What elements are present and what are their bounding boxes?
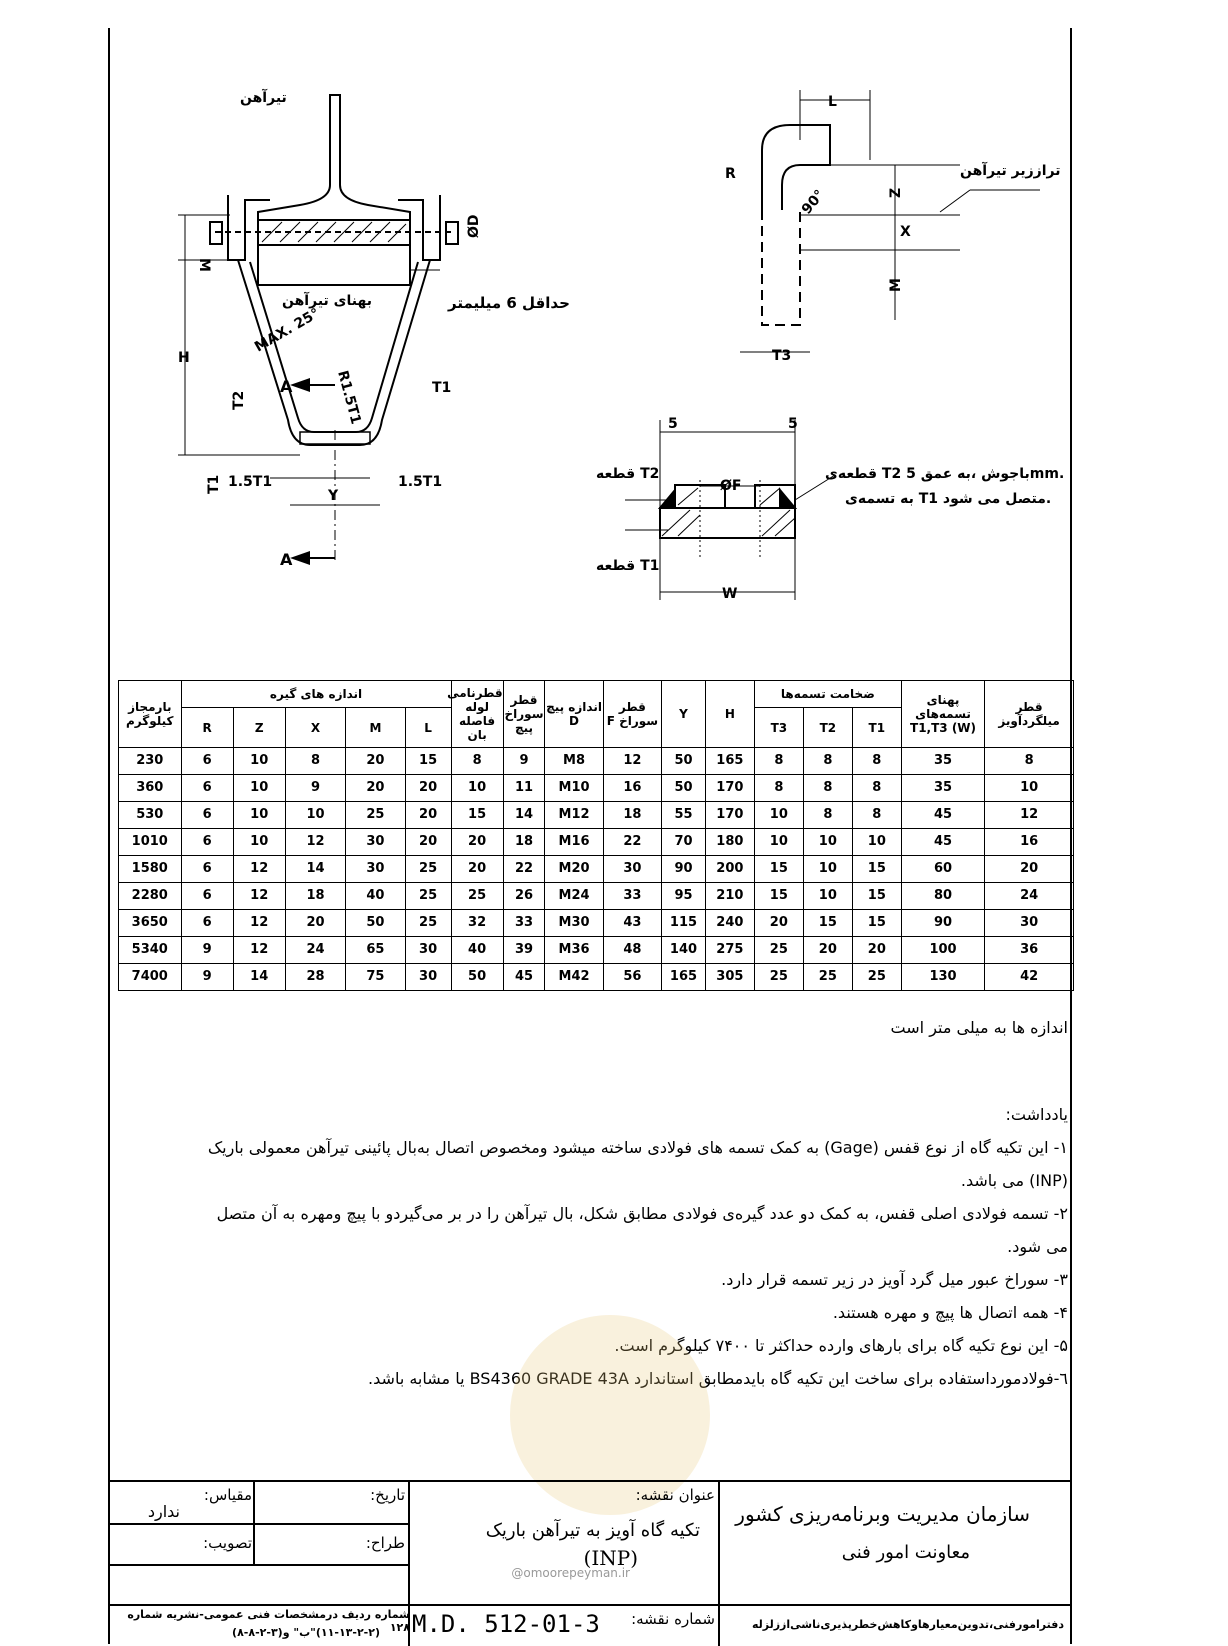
table-cell: 20	[346, 748, 405, 775]
table-cell: 50	[662, 748, 706, 775]
table-row	[119, 856, 1074, 883]
table-cell: 50	[662, 775, 706, 802]
technical-drawing	[0, 0, 1228, 660]
th-bolt-hole: قطر سوراخ پیچ	[503, 681, 545, 748]
note-item: ٢- تسمه فولادی اصلی قفس، به کمک دو عدد گیره‌ی فولادی مطابق شکل، بال تیرآهن را در بر می‌گیردو با پیچ ومهره به آن متصل می شود.	[216, 1204, 1068, 1256]
table-cell: 240	[705, 910, 754, 937]
table-cell: 80	[901, 883, 984, 910]
table-cell: 30	[405, 937, 451, 964]
label-beam-width: بهنای تیرآهن	[282, 293, 372, 309]
note-item: ۴- همه اتصال ها پیچ و مهره هستند.	[832, 1303, 1068, 1322]
spec-ref-1: شماره ردیف درمشخصات فنی عمومی-نشریه شماره ١٢٨	[127, 1608, 410, 1634]
label-m-right: M	[888, 278, 904, 292]
table-cell: 9	[503, 748, 545, 775]
table-cell: 230	[119, 748, 182, 775]
table-cell: 15	[754, 883, 803, 910]
th-r: R	[181, 708, 233, 748]
table-cell: 10	[451, 775, 503, 802]
table-cell: 20	[405, 775, 451, 802]
table-cell: 20	[852, 937, 901, 964]
table-cell: 39	[503, 937, 545, 964]
label-piece-t1: قطعه T1	[596, 558, 660, 574]
table-cell: 9	[181, 964, 233, 991]
table-cell: 10	[803, 829, 852, 856]
table-cell: M36	[545, 937, 603, 964]
drawing-no: M.D. 512-01-3	[412, 1610, 600, 1638]
table-cell: 90	[662, 856, 706, 883]
table-cell: 3650	[119, 910, 182, 937]
label-max25: MAX. 25°	[252, 305, 323, 356]
table-cell: M10	[545, 775, 603, 802]
label-f: ØF	[720, 478, 742, 494]
label-x: X	[900, 224, 911, 240]
th-m: M	[346, 708, 405, 748]
table-cell: 22	[603, 829, 661, 856]
table-cell: 20	[754, 910, 803, 937]
table-cell: 50	[451, 964, 503, 991]
drawing-title-sub: (INP)	[583, 1546, 638, 1570]
label-l: L	[828, 94, 837, 110]
table-cell: 12	[985, 802, 1074, 829]
table-cell: 25	[405, 910, 451, 937]
table-cell: 24	[285, 937, 345, 964]
label-beam: تیرآهن	[240, 90, 287, 106]
table-cell: 50	[346, 910, 405, 937]
table-cell: 20	[405, 802, 451, 829]
label-t1: T1	[432, 380, 452, 396]
table-cell: 170	[705, 802, 754, 829]
table-cell: 165	[705, 748, 754, 775]
table-cell: 26	[503, 883, 545, 910]
title-block	[108, 1480, 1070, 1646]
designer-label: طراح:	[365, 1534, 405, 1552]
label-90deg: 90°	[798, 186, 829, 218]
scale-label: مقیاس:	[203, 1486, 252, 1504]
note-item: ١- این تکیه گاه از نوع قفس (Gage) به کمک تسمه های فولادی ساخته میشود ومخصوص اتصال به‌بال پائینی تیرآهن معمولی باریک (INP) می باشد.	[207, 1138, 1068, 1190]
table-cell: 14	[503, 802, 545, 829]
label-t1-bottom: T1	[206, 474, 222, 494]
drawing-title: تکیه گاه آویز به تیرآهن باریک	[485, 1520, 700, 1541]
table-cell: 55	[662, 802, 706, 829]
table-cell: 20	[451, 856, 503, 883]
table-cell: 65	[346, 937, 405, 964]
th-hole-dia: قطر سوراخ F	[603, 681, 661, 748]
table-cell: M8	[545, 748, 603, 775]
table-cell: 22	[503, 856, 545, 883]
table-cell: 9	[285, 775, 345, 802]
table-cell: 45	[901, 802, 984, 829]
table-cell: 32	[451, 910, 503, 937]
th-z: Z	[233, 708, 285, 748]
label-t2: T2	[231, 390, 247, 410]
label-y: Y	[328, 488, 339, 504]
th-bolt-size: اندازه پیچ D	[545, 681, 603, 748]
table-cell: M24	[545, 883, 603, 910]
table-cell: 10	[754, 802, 803, 829]
table-cell: 10	[233, 775, 285, 802]
table-cell: M42	[545, 964, 603, 991]
label-1-5t1-left: 1.5T1	[228, 474, 273, 490]
table-cell: 6	[181, 748, 233, 775]
table-cell: 15	[754, 856, 803, 883]
table-cell: M20	[545, 856, 603, 883]
spec-ref-2: (٢-٢-١٣-١١)"ب" و(٣-٢-٨-٨)	[232, 1626, 380, 1639]
table-cell: 45	[901, 829, 984, 856]
table-cell: 25	[405, 856, 451, 883]
org-name: سازمان مدیریت وبرنامه‌ریزی کشور	[735, 1502, 1030, 1526]
th-clamp-dims: اندازه های گیره	[181, 681, 451, 708]
table-cell: 75	[346, 964, 405, 991]
table-cell: 15	[852, 883, 901, 910]
label-t3: T3	[772, 348, 792, 364]
th-t1: T1	[852, 708, 901, 748]
table-cell: 24	[985, 883, 1074, 910]
table-cell: 15	[852, 910, 901, 937]
table-cell: 56	[603, 964, 661, 991]
table-cell: 12	[603, 748, 661, 775]
table-cell: 10	[985, 775, 1074, 802]
scale-value: ندارد	[147, 1502, 180, 1521]
table-cell: 18	[603, 802, 661, 829]
table-cell: 33	[603, 883, 661, 910]
label-section-a-bottom: A	[280, 550, 293, 569]
table-cell: 10	[233, 802, 285, 829]
table-cell: 12	[233, 856, 285, 883]
table-cell: 10	[803, 883, 852, 910]
table-cell: 15	[405, 748, 451, 775]
org-sub: معاونت امور فنی	[841, 1542, 970, 1563]
label-5-right: 5	[788, 416, 798, 432]
spec-table-body	[119, 748, 1074, 991]
table-cell: 180	[705, 829, 754, 856]
table-cell: 12	[233, 910, 285, 937]
table-cell: 12	[233, 883, 285, 910]
table-cell: 25	[754, 937, 803, 964]
table-cell: 36	[985, 937, 1074, 964]
table-cell: 360	[119, 775, 182, 802]
note-item: ٦-فولادمورداستفاده برای ساخت این تکیه گاه بایدمطابق استاندارد BS4360 GRADE 43A یا مشابه باشد.	[368, 1369, 1068, 1388]
table-cell: 10	[852, 829, 901, 856]
table-cell: 35	[901, 775, 984, 802]
note-item: ۵- این نوع تکیه گاه برای بارهای وارده حداکثر تا ٧۴٠٠ کیلوگرم است.	[614, 1336, 1068, 1355]
table-cell: 70	[662, 829, 706, 856]
label-section-a-top: A	[280, 377, 293, 396]
table-cell: 30	[346, 829, 405, 856]
table-cell: 305	[705, 964, 754, 991]
table-cell: 275	[705, 937, 754, 964]
table-cell: 11	[503, 775, 545, 802]
table-cell: 6	[181, 883, 233, 910]
drawing-title-label: عنوان نقشه:	[635, 1486, 715, 1504]
table-cell: 25	[754, 964, 803, 991]
table-row	[119, 964, 1074, 991]
th-strip-width: پهنای تسمه‌های T1,T3 (W)	[901, 681, 984, 748]
table-cell: 5340	[119, 937, 182, 964]
table-row	[119, 829, 1074, 856]
table-cell: 15	[803, 910, 852, 937]
table-cell: 8	[852, 802, 901, 829]
table-cell: 25	[346, 802, 405, 829]
table-cell: 8	[754, 775, 803, 802]
th-strip-thk: ضخامت تسمه‌ها	[754, 681, 901, 708]
table-cell: 16	[985, 829, 1074, 856]
spec-table	[118, 680, 1074, 991]
label-weld-note-1: قطعه‌ی T2 باجوش ،به عمق 5mm.	[825, 466, 1065, 482]
table-row	[119, 910, 1074, 937]
table-cell: 30	[405, 964, 451, 991]
table-cell: 14	[285, 856, 345, 883]
th-rod-dia: قطر میلگردآویز	[985, 681, 1074, 748]
table-cell: 8	[754, 748, 803, 775]
table-cell: 8	[852, 748, 901, 775]
th-y: Y	[662, 681, 706, 748]
approval-label: تصویب:	[203, 1534, 252, 1552]
table-row	[119, 748, 1074, 775]
units-note: اندازه ها به میلی متر است	[890, 1018, 1068, 1037]
table-cell: 9	[181, 937, 233, 964]
date-label: تاریخ:	[370, 1486, 405, 1504]
table-cell: 12	[285, 829, 345, 856]
table-cell: 45	[503, 964, 545, 991]
table-cell: 25	[451, 883, 503, 910]
th-t3: T3	[754, 708, 803, 748]
table-cell: 6	[181, 802, 233, 829]
label-m: M	[196, 258, 212, 272]
table-cell: 530	[119, 802, 182, 829]
watermark-text: @omoorepeyman.ir	[511, 1566, 630, 1580]
th-spacer-dia: قطرنامی لوله فاصله بان	[451, 681, 503, 748]
table-cell: 43	[603, 910, 661, 937]
table-cell: 25	[803, 964, 852, 991]
table-cell: 8	[852, 775, 901, 802]
table-cell: 30	[603, 856, 661, 883]
table-cell: 10	[754, 829, 803, 856]
table-cell: 12	[233, 937, 285, 964]
label-weld-note-2: به تسمه‌ی T1 متصل می شود.	[845, 491, 1052, 507]
table-row	[119, 775, 1074, 802]
table-cell: 20	[985, 856, 1074, 883]
table-cell: 165	[662, 964, 706, 991]
table-cell: 40	[451, 937, 503, 964]
table-cell: 2280	[119, 883, 182, 910]
th-t2: T2	[803, 708, 852, 748]
table-cell: 30	[985, 910, 1074, 937]
table-cell: 33	[503, 910, 545, 937]
label-beam-level: تراززیر تیرآهن	[960, 163, 1061, 179]
table-cell: 20	[285, 910, 345, 937]
label-5-left: 5	[668, 416, 678, 432]
table-cell: 115	[662, 910, 706, 937]
table-cell: 130	[901, 964, 984, 991]
table-cell: 210	[705, 883, 754, 910]
table-row	[119, 937, 1074, 964]
table-cell: 60	[901, 856, 984, 883]
note-item: ٣- سوراخ عبور میل گرد آویز در زیر تسمه قرار دارد.	[721, 1270, 1068, 1289]
th-max-load: بارمجاز کیلوگرم	[119, 681, 182, 748]
table-cell: 16	[603, 775, 661, 802]
table-cell: 8	[451, 748, 503, 775]
label-d: ØD	[466, 214, 482, 238]
table-cell: 20	[346, 775, 405, 802]
table-cell: 28	[285, 964, 345, 991]
table-cell: 95	[662, 883, 706, 910]
table-cell: 18	[285, 883, 345, 910]
table-cell: 25	[405, 883, 451, 910]
table-cell: 10	[233, 829, 285, 856]
table-cell: 42	[985, 964, 1074, 991]
table-cell: 1010	[119, 829, 182, 856]
table-cell: 7400	[119, 964, 182, 991]
table-cell: 35	[901, 748, 984, 775]
table-cell: M30	[545, 910, 603, 937]
table-cell: 10	[233, 748, 285, 775]
table-cell: 20	[405, 829, 451, 856]
table-cell: 25	[852, 964, 901, 991]
table-cell: 15	[852, 856, 901, 883]
label-piece-t2: قطعه T2	[596, 466, 660, 482]
label-r15t1: R1.5T1	[334, 368, 364, 427]
table-cell: 8	[803, 775, 852, 802]
table-cell: 140	[662, 937, 706, 964]
label-h: H	[178, 350, 190, 366]
label-w: W	[722, 586, 738, 602]
table-row	[119, 802, 1074, 829]
table-cell: 90	[901, 910, 984, 937]
table-row	[119, 883, 1074, 910]
table-cell: 18	[503, 829, 545, 856]
table-cell: 8	[803, 802, 852, 829]
table-cell: 6	[181, 829, 233, 856]
table-cell: 100	[901, 937, 984, 964]
table-cell: 14	[233, 964, 285, 991]
table-cell: 6	[181, 856, 233, 883]
table-cell: 170	[705, 775, 754, 802]
label-1-5t1-right: 1.5T1	[398, 474, 443, 490]
table-cell: 8	[985, 748, 1074, 775]
table-cell: 40	[346, 883, 405, 910]
table-cell: 48	[603, 937, 661, 964]
table-cell: 6	[181, 910, 233, 937]
table-cell: M16	[545, 829, 603, 856]
label-min-6mm: حداقل 6 میلیمتر	[448, 294, 570, 312]
th-l: L	[405, 708, 451, 748]
drawing-no-label: شماره نقشه:	[631, 1610, 715, 1628]
office-name: دفترامورفنی،تدوین‌معیارهاوکاهش‌خطرپذیری‌ناشی‌اززلزله	[751, 1618, 1064, 1631]
th-x: X	[285, 708, 345, 748]
table-cell: 10	[803, 856, 852, 883]
label-r: R	[725, 166, 736, 182]
table-cell: 20	[451, 829, 503, 856]
table-cell: 10	[285, 802, 345, 829]
notes-title: یادداشت:	[1005, 1105, 1068, 1124]
table-cell: 200	[705, 856, 754, 883]
table-cell: 15	[451, 802, 503, 829]
table-cell: 8	[803, 748, 852, 775]
th-h: H	[705, 681, 754, 748]
table-cell: 1580	[119, 856, 182, 883]
table-cell: M12	[545, 802, 603, 829]
table-cell: 8	[285, 748, 345, 775]
table-cell: 20	[803, 937, 852, 964]
label-z: Z	[888, 187, 904, 198]
table-cell: 30	[346, 856, 405, 883]
table-cell: 6	[181, 775, 233, 802]
